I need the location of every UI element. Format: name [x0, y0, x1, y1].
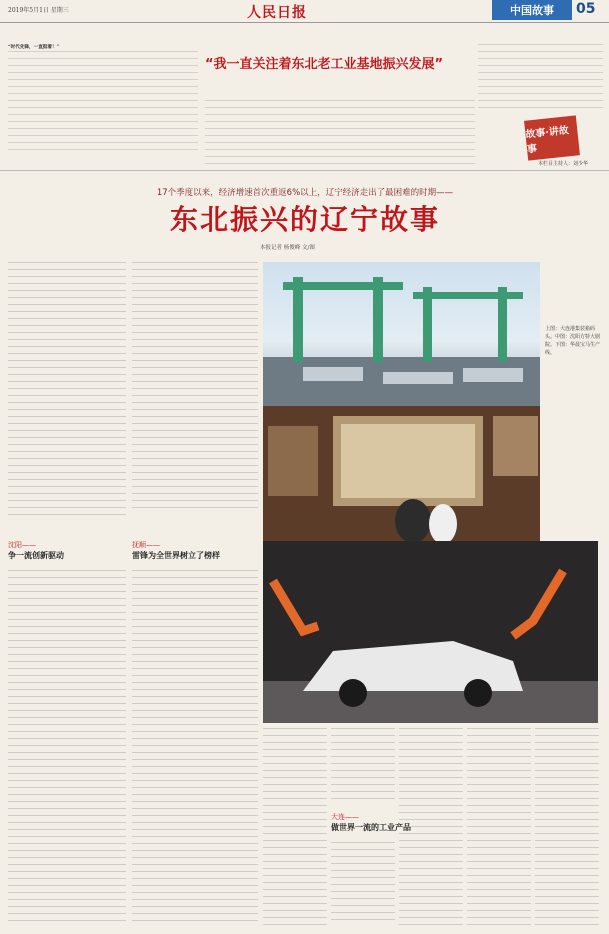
port-cranes-photo [263, 262, 540, 406]
essay-opening: “时代先锋，一直挺着！” [8, 45, 60, 50]
section-kicker: 沈阳—— [8, 541, 36, 549]
section-heading-shenyang [8, 540, 126, 561]
section-kicker: 大连—— [331, 813, 359, 821]
essay-column-3 [478, 44, 603, 114]
body-column-1b [8, 570, 126, 926]
newspaper-logo: 人民日报 [247, 5, 307, 21]
section-kicker: 抚顺—— [132, 541, 160, 549]
page-number: 05 [576, 1, 596, 17]
section-title: 做世界一流的工业产品 [331, 823, 411, 832]
essay-column-1 [8, 44, 198, 164]
essay-column-2 [205, 100, 475, 164]
body-column-3 [263, 728, 327, 926]
photo-caption: 上图：大连港集装箱码头。中图：沈阳方特大剧院。下图：华晨宝马生产线。 [545, 326, 601, 356]
factory-photo [263, 541, 598, 723]
body-column-2b [132, 570, 258, 926]
gallery-photo [263, 406, 540, 541]
main-headline: 东北振兴的辽宁故事 [169, 203, 440, 236]
host-credit: 本栏目主持人：刘少华 [538, 161, 589, 167]
header-rule [0, 22, 609, 23]
section-banner: 中国故事 [492, 0, 572, 20]
body-column-1 [8, 262, 126, 517]
column-badge: 故事·讲故事 [524, 115, 580, 160]
byline: 本报记者 杨俊峰 文/图 [260, 245, 315, 251]
body-column-4a [331, 728, 395, 804]
section-title: 争一流创新驱动 [8, 551, 64, 560]
quote-headline: “我一直关注着东北老工业基地振兴发展” [205, 57, 444, 72]
body-column-2 [132, 262, 258, 512]
body-column-5 [399, 728, 463, 926]
section-heading-fushun [132, 540, 258, 561]
section-title: 雷锋为全世界树立了榜样 [132, 551, 220, 560]
section-divider [0, 170, 609, 171]
body-column-7 [535, 728, 599, 926]
headline-kicker: 17个季度以来，经济增速首次重返6%以上，辽宁经济走出了最困难的时期—— [156, 188, 454, 198]
issue-date: 2019年5月1日 星期三 [8, 7, 69, 14]
body-column-6 [467, 728, 531, 926]
essay-body-placeholder [8, 51, 198, 155]
body-column-4b [331, 842, 395, 926]
